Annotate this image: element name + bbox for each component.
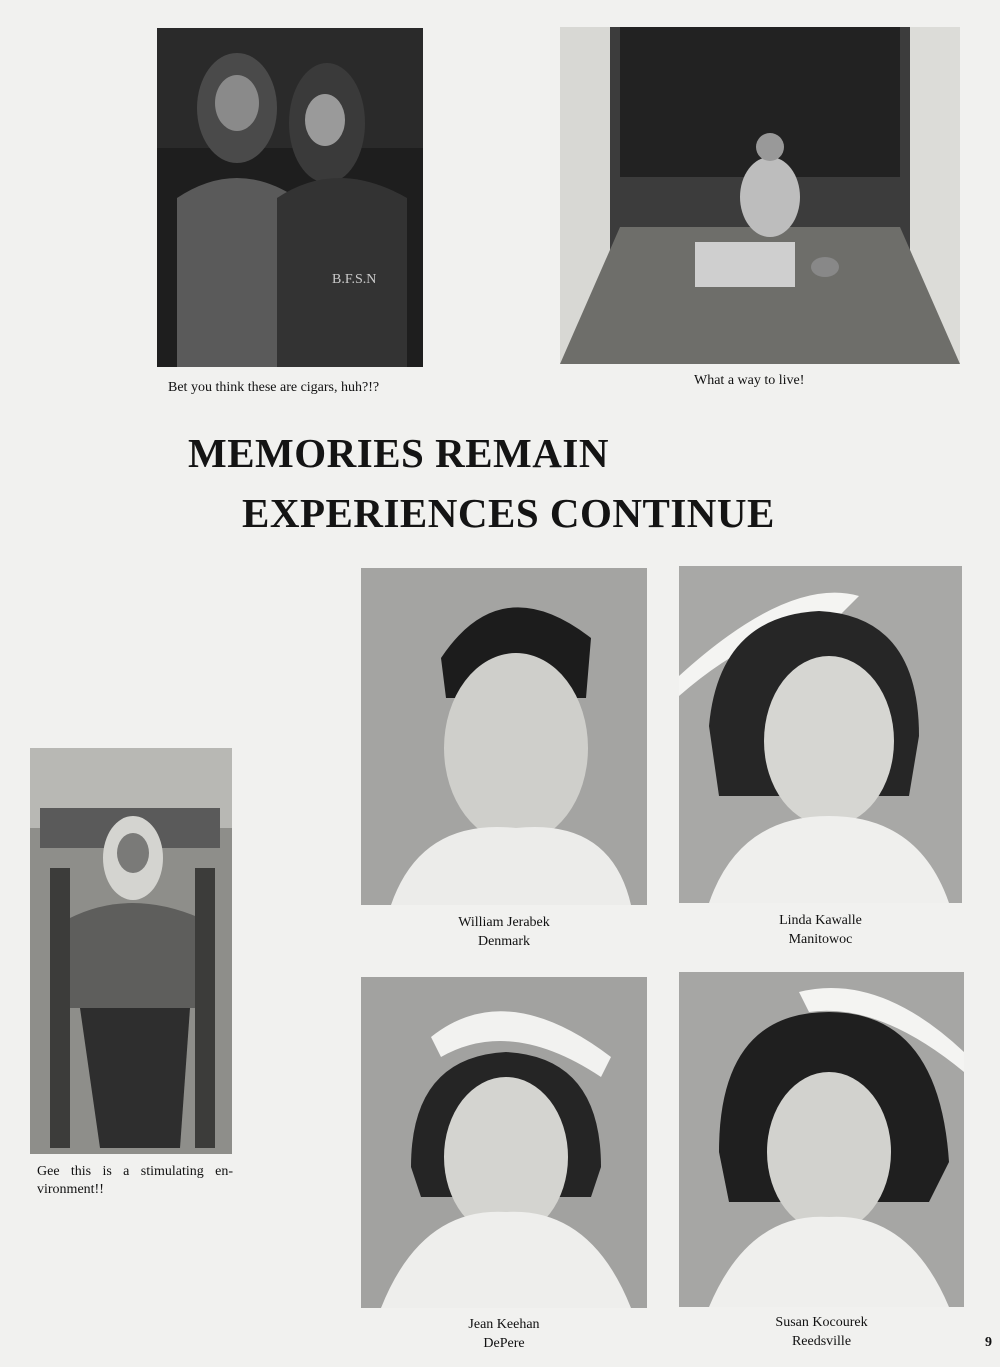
svg-text:B.F.S.N: B.F.S.N (332, 272, 377, 287)
portrait-name: Susan Kocourek (775, 1315, 868, 1330)
room-caption: What a way to live! (694, 373, 805, 388)
portrait-name: William Jerabek (458, 915, 550, 930)
headline-line-2: EXPERIENCES CONTINUE (242, 490, 775, 536)
chair-caption: Gee this is a stimulating en-vironment!! (37, 1164, 233, 1197)
portrait-town: Manitowoc (788, 932, 853, 947)
portrait-caption-1 (361, 913, 647, 951)
portrait-town: DePere (483, 1336, 525, 1351)
portrait-susan-kocourek (679, 972, 964, 1307)
portrait-town: Denmark (477, 934, 531, 949)
portrait-town: Reedsville (791, 1334, 852, 1349)
headline-line-1: MEMORIES REMAIN (188, 430, 609, 476)
room-photo (560, 27, 960, 364)
page-number: 9 (985, 1335, 992, 1350)
portrait-caption-2 (679, 911, 962, 949)
portrait-linda-kawalle (679, 566, 962, 903)
portrait-william-jerabek (361, 568, 647, 905)
cigars-caption: Bet you think these are cigars, huh?!? (168, 380, 380, 395)
portrait-caption-4 (679, 1313, 964, 1351)
portrait-name: Jean Keehan (468, 1317, 540, 1332)
portrait-jean-keehan (361, 977, 647, 1308)
portrait-caption-3 (361, 1315, 647, 1353)
portrait-name: Linda Kawalle (779, 913, 862, 928)
cigars-photo (157, 28, 423, 367)
chair-photo (30, 748, 232, 1154)
